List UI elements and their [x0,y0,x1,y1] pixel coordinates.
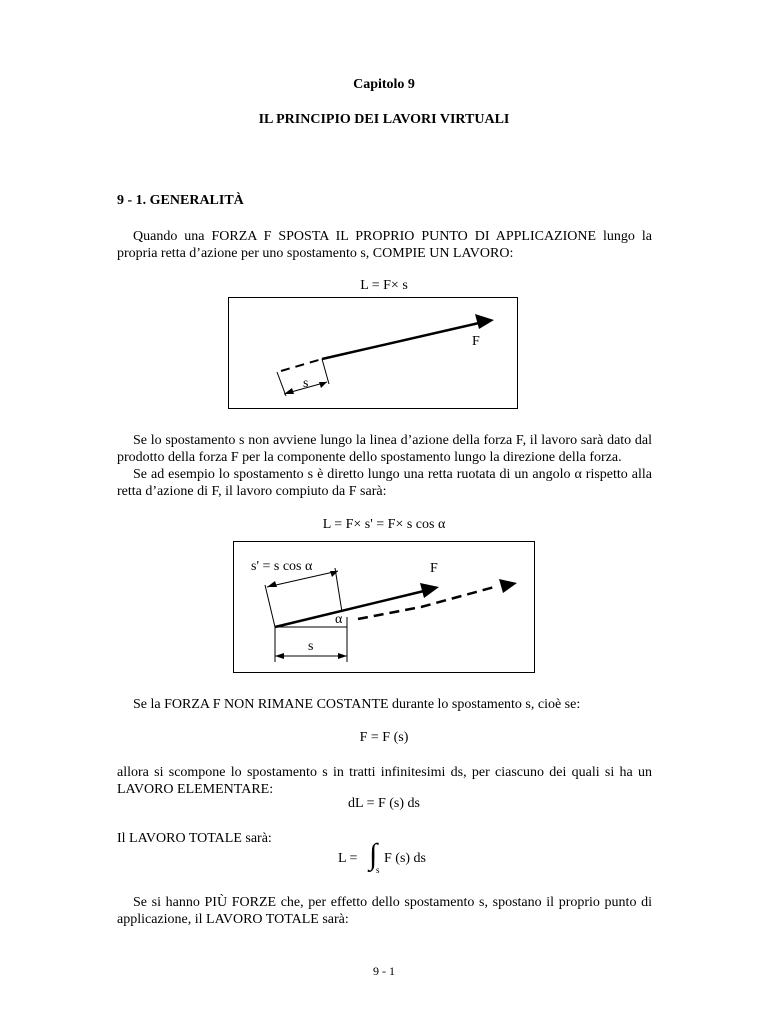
paragraph-1: Quando una FORZA F SPOSTA IL PROPRIO PUNTO DI APPLICAZIONE lungo la propria retta d’azione per uno spostamento s, COMPIE UN LAVORO: [117,229,652,261]
displacement-arrowhead [499,579,517,593]
figure-1-svg [229,298,517,408]
displacement-label: s [308,639,314,654]
force-vector-line [322,323,479,359]
force-vector-line [275,591,424,627]
s-arrow-left [275,653,284,659]
paragraph-5: allora si scompone lo spostamento s in tratti infinitesimi ds, per ciascuno dei quali si ha un LAVORO ELEMENTARE: [117,765,652,797]
chapter-title: IL PRINCIPIO DEI LAVORI VIRTUALI [258,112,510,127]
formula-work: L = F× s [360,278,408,293]
integral-subscript: s [376,865,380,875]
s-arrow-right [338,653,347,659]
force-label: F [472,334,480,349]
dimension-extension-left [277,372,286,396]
paragraph-2: Se lo spostamento s non avviene lungo la linea d’azione della forza F, il lavoro sarà dato dal prodotto della forza F per la componente dello spostamento lungo la direzione della forza. [117,433,652,465]
paragraph-3: Se ad esempio lo spostamento s è diretto lungo una retta ruotata di un angolo α rispetto alla retta d’azione di F, il lavoro compiuto da F sarà: [117,467,652,499]
formula-variable-force: F = F (s) [359,730,409,745]
dimension-extension-right [322,359,329,384]
projection-extension-right [335,568,342,612]
integral-sign: ∫ [369,838,378,871]
chapter-label: Capitolo 9 [353,77,415,92]
dimension-arrow-right [319,382,327,388]
paragraph-7: Se si hanno PIÙ FORZE che, per effetto dello spostamento s, spostano il proprio punto di applicazione, il LAVORO TOTALE sarà: [117,895,652,927]
force-arrowhead [475,314,494,329]
figure-force-displacement [228,297,518,409]
force-arrowhead [420,583,439,598]
formula-elementary-work: dL = F (s) ds [348,796,420,811]
force-label: F [430,561,438,576]
paragraph-6: Il LAVORO TOTALE sarà: [117,831,272,846]
formula-total-work [338,840,468,876]
integral-rhs: F (s) ds [384,851,427,866]
page-number: 9 - 1 [373,964,395,978]
projection-extension-left [265,585,275,627]
figure-rotated-displacement [233,541,535,673]
projection-arrow-left [267,581,277,587]
displacement-dashed-line [281,359,322,371]
figure-2-svg [234,542,534,672]
section-heading: 9 - 1. GENERALITÀ [117,193,244,208]
formula-work-projection: L = F× s' = F× s cos α [322,517,446,532]
projection-arrow-right [330,571,338,577]
angle-label: α [335,612,343,627]
displacement-label: s [303,376,309,391]
paragraph-4: Se la FORZA F NON RIMANE COSTANTE durante lo spostamento s, cioè se: [133,697,581,712]
dimension-arrow-left [284,388,294,394]
integral-lhs: L = [338,851,358,866]
projection-label: s' = s cos α [251,559,313,574]
